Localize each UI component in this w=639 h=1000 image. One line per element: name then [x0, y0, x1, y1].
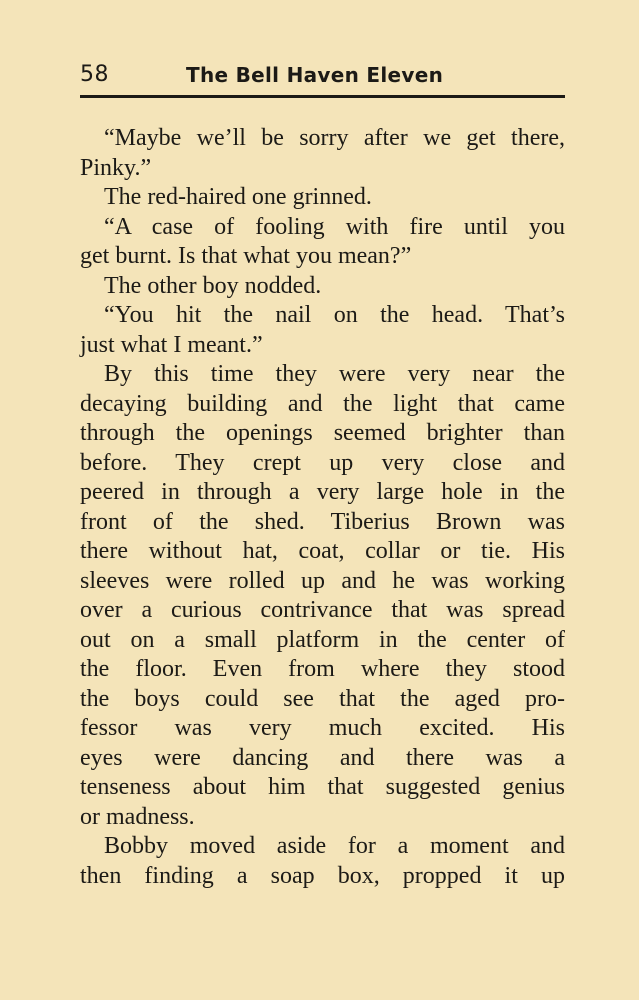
body-text — [80, 124, 565, 891]
text-line: before. They crept up very close and — [80, 449, 565, 476]
text-line: By this time they were very near the — [104, 361, 565, 387]
text-line: The other boy nodded. — [104, 272, 322, 299]
text-line: eyes were dancing and there was a — [80, 744, 565, 771]
page-header — [80, 58, 565, 92]
text-line: the boys could see that the aged pro- — [80, 685, 565, 712]
text-line: just what I meant.” — [80, 331, 263, 358]
text-line: tenseness about him that suggested genius — [80, 774, 565, 800]
running-title: The Bell Haven Eleven — [186, 63, 444, 87]
text-line: front of the shed. Tiberius Brown was — [80, 508, 565, 535]
text-line: out on a small platform in the center of — [80, 626, 565, 653]
text-line: get burnt. Is that what you mean?” — [80, 243, 412, 269]
text-line: Pinky.” — [80, 154, 152, 181]
text-line: over a curious contrivance that was spread — [80, 597, 565, 623]
text-line: the floor. Even from where they stood — [80, 656, 565, 682]
text-line: peered in through a very large hole in the — [80, 479, 565, 505]
text-line: “You hit the nail on the head. That’s — [104, 302, 565, 328]
text-line: or madness. — [80, 803, 195, 830]
text-line: then finding a soap box, propped it up — [80, 862, 565, 889]
text-line: there without hat, coat, collar or tie. His — [80, 538, 565, 564]
text-line: Bobby moved aside for a moment and — [104, 833, 565, 859]
page-number: 58 — [80, 62, 109, 87]
text-line: through the openings seemed brighter than — [80, 420, 565, 446]
text-line: “Maybe we’ll be sorry after we get there, — [104, 125, 565, 151]
text-line: sleeves were rolled up and he was working — [80, 567, 565, 594]
text-line: “A case of fooling with fire until you — [104, 213, 565, 240]
text-line: fessor was very much excited. His — [80, 715, 565, 741]
header-rule — [80, 95, 565, 98]
text-line: The red-haired one grinned. — [104, 184, 372, 210]
text-line: decaying building and the light that came — [80, 390, 565, 417]
